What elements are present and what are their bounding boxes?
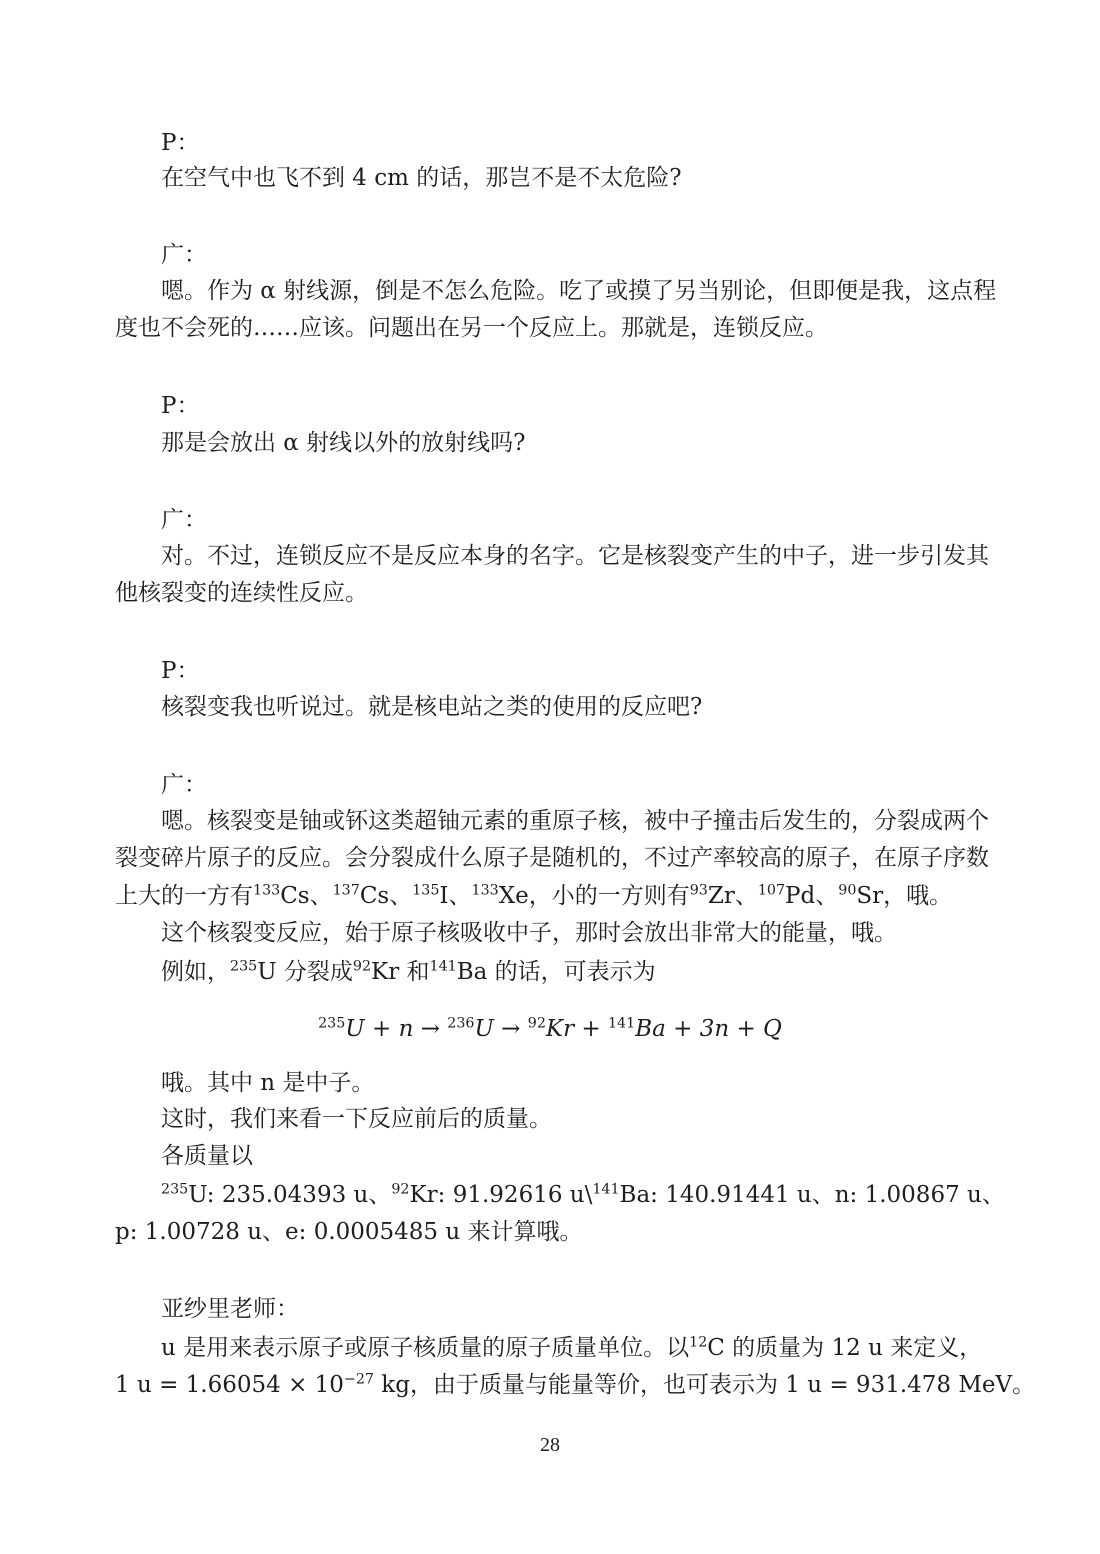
dialog-line: 在空气中也飞不到 4 cm 的话，那岂不是不太危险? xyxy=(161,165,682,191)
dialog-line-isotopes: 上大的一方有$^{133}$Cs、$^{137}$Cs、$^{135}$I、$^{133}$Xe，小的一方则有$^{93}$Zr、$^{107}$Pd、$^{90}$Sr，哦。 xyxy=(115,882,953,909)
dialog-line: 这时，我们来看一下反应前后的质量。 xyxy=(161,1106,552,1132)
dialog-line: 对。不过，连锁反应不是反应本身的名字。它是核裂变产生的中子，进一步引发其 xyxy=(161,543,989,569)
dialog-line-unit: 1 $u = 1.66054 \times 10^{-27}$ kg，由于质量与能量等价，也可表示为 1 u = 931.478 MeV。 xyxy=(115,1371,1036,1398)
dialog-line: 核裂变我也听说过。就是核电站之类的使用的反应吧? xyxy=(161,694,703,720)
page-number: 28 xyxy=(540,1434,560,1456)
dialog-line: 哦。其中 n 是中子。 xyxy=(161,1070,375,1096)
dialog-line: 裂变碎片原子的反应。会分裂成什么原子是随机的，不过产率较高的原子，在原子序数 xyxy=(115,845,989,871)
fission-equation: $^{235}$U + n → $^{236}$U → $^{92}$Kr + $^{141}$Ba + 3n + Q xyxy=(318,1015,782,1042)
dialog-line-masses: $^{235}$U: 235.04393 u、$^{92}$Kr: 91.92616 u\$^{141}$Ba: 140.91441 u、n: 1.00867 u、 xyxy=(161,1181,1005,1208)
dialog-line: 嗯。作为 α 射线源，倒是不怎么危险。吃了或摸了另当别论，但即便是我，这点程 xyxy=(161,278,997,304)
dialog-line-unit: u 是用来表示原子或原子核质量的原子质量单位。以$^{12}$C 的质量为 12 u 来定义， xyxy=(161,1334,983,1361)
dialog-line: 各质量以 xyxy=(161,1143,253,1169)
dialog-line: 度也不会死的……应该。问题出在另一个反应上。那就是，连锁反应。 xyxy=(115,315,828,341)
speaker-label: 广： xyxy=(161,242,207,268)
speaker-label: 亚纱里老师： xyxy=(161,1296,299,1322)
dialog-line: 他核裂变的连续性反应。 xyxy=(115,580,368,606)
dialog-line: 那是会放出 α 射线以外的放射线吗? xyxy=(161,430,526,456)
speaker-label: 广： xyxy=(161,507,207,533)
dialog-line-example: 例如，$^{235}$U 分裂成$^{92}$Kr 和$^{141}$Ba 的话，可表示为 xyxy=(161,958,656,985)
dialog-line: 这个核裂变反应，始于原子核吸收中子，那时会放出非常大的能量，哦。 xyxy=(161,920,897,946)
speaker-label: P： xyxy=(161,393,200,419)
dialog-line: 嗯。核裂变是铀或钚这类超铀元素的重原子核，被中子撞击后发生的，分裂成两个 xyxy=(161,808,989,834)
speaker-label: P： xyxy=(161,658,200,684)
speaker-label: P： xyxy=(161,130,200,156)
dialog-line: p: 1.00728 u、e: 0.0005485 u 来计算哦。 xyxy=(115,1219,583,1245)
speaker-label: 广： xyxy=(161,772,207,798)
